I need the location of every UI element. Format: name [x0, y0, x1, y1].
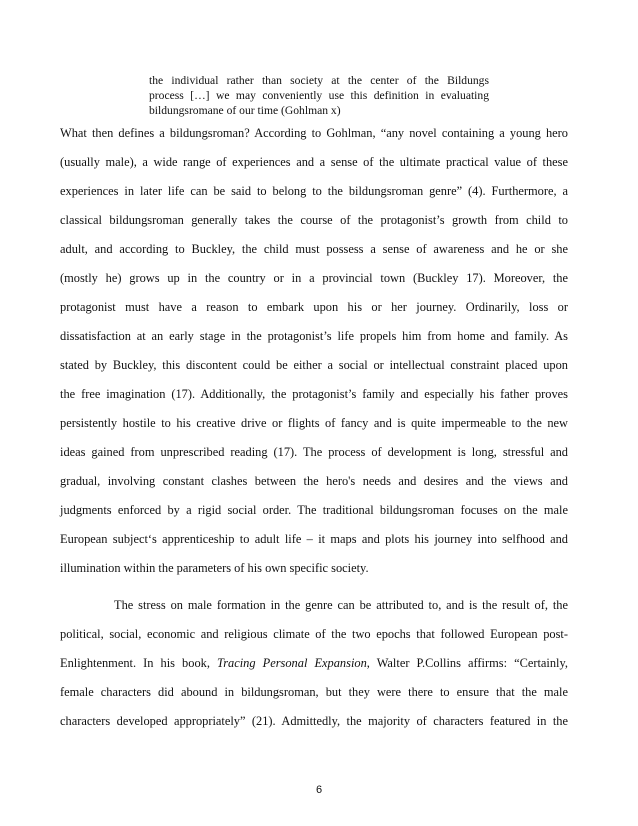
- body-line: political, social, economic and religious climate of the two epochs that followed European post-: [60, 627, 568, 641]
- block-quote: [149, 73, 489, 118]
- body-line: characters developed appropriately” (21). Admittedly, the majority of characters featured in the: [60, 714, 568, 728]
- body-line: (usually male), a wide range of experiences and a sense of the ultimate practical value of these: [60, 155, 568, 169]
- body-line: persistently hostile to his creative drive or flights of fancy and is quite impermeable to the new: [60, 416, 568, 430]
- body-line: ideas gained from unprescribed reading (17). The process of development is long, stressful and: [60, 445, 568, 459]
- page-number: 6: [315, 784, 323, 796]
- body-line: classical bildungsroman generally takes the course of the protagonist’s growth from child to: [60, 213, 568, 227]
- body-line-with-title: [60, 655, 568, 671]
- body-line: protagonist must have a reason to embark upon his or her journey. Ordinarily, loss or: [60, 300, 568, 314]
- body-line: adult, and according to Buckley, the child must possess a sense of awareness and he or she: [60, 242, 568, 256]
- body-line: gradual, involving constant clashes between the hero's needs and desires and the views and: [60, 474, 568, 488]
- body-line: What then defines a bildungsroman? According to Gohlman, “any novel containing a young hero: [60, 126, 568, 140]
- book-title: Tracing Personal Expansion: [217, 656, 367, 670]
- body-line: female characters did abound in bildungsroman, but they were there to ensure that the male: [60, 685, 568, 699]
- body-line: (mostly he) grows up in the country or in a provincial town (Buckley 17). Moreover, the: [60, 271, 568, 285]
- line-text: , Walter P.Collins affirms: “Certainly,: [366, 656, 568, 670]
- body-line: European subject‘s apprenticeship to adult life – it maps and plots his journey into selfhood and: [60, 532, 568, 546]
- body-line: The stress on male formation in the genre can be attributed to, and is the result of, the: [114, 598, 568, 612]
- body-line: the free imagination (17). Additionally, the protagonist’s family and especially his father proves: [60, 387, 568, 401]
- body-line: dissatisfaction at an early stage in the protagonist’s life propels him from home and family. As: [60, 329, 568, 343]
- quote-line: the individual rather than society at the center of the Bildungs: [149, 74, 489, 87]
- body-line: experiences in later life can be said to belong to the bildungsroman genre” (4). Furthermore, a: [60, 184, 568, 198]
- body-line: judgments enforced by a rigid social order. The traditional bildungsroman focuses on the male: [60, 503, 568, 517]
- quote-line: process […] we may conveniently use this definition in evaluating: [149, 89, 489, 102]
- body-line: illumination within the parameters of his own specific society.: [60, 561, 369, 575]
- line-text: Enlightenment. In his book,: [60, 656, 218, 670]
- quote-line: bildungsromane of our time (Gohlman x): [149, 104, 341, 117]
- body-line: stated by Buckley, this discontent could be either a social or intellectual constraint placed upon: [60, 358, 568, 372]
